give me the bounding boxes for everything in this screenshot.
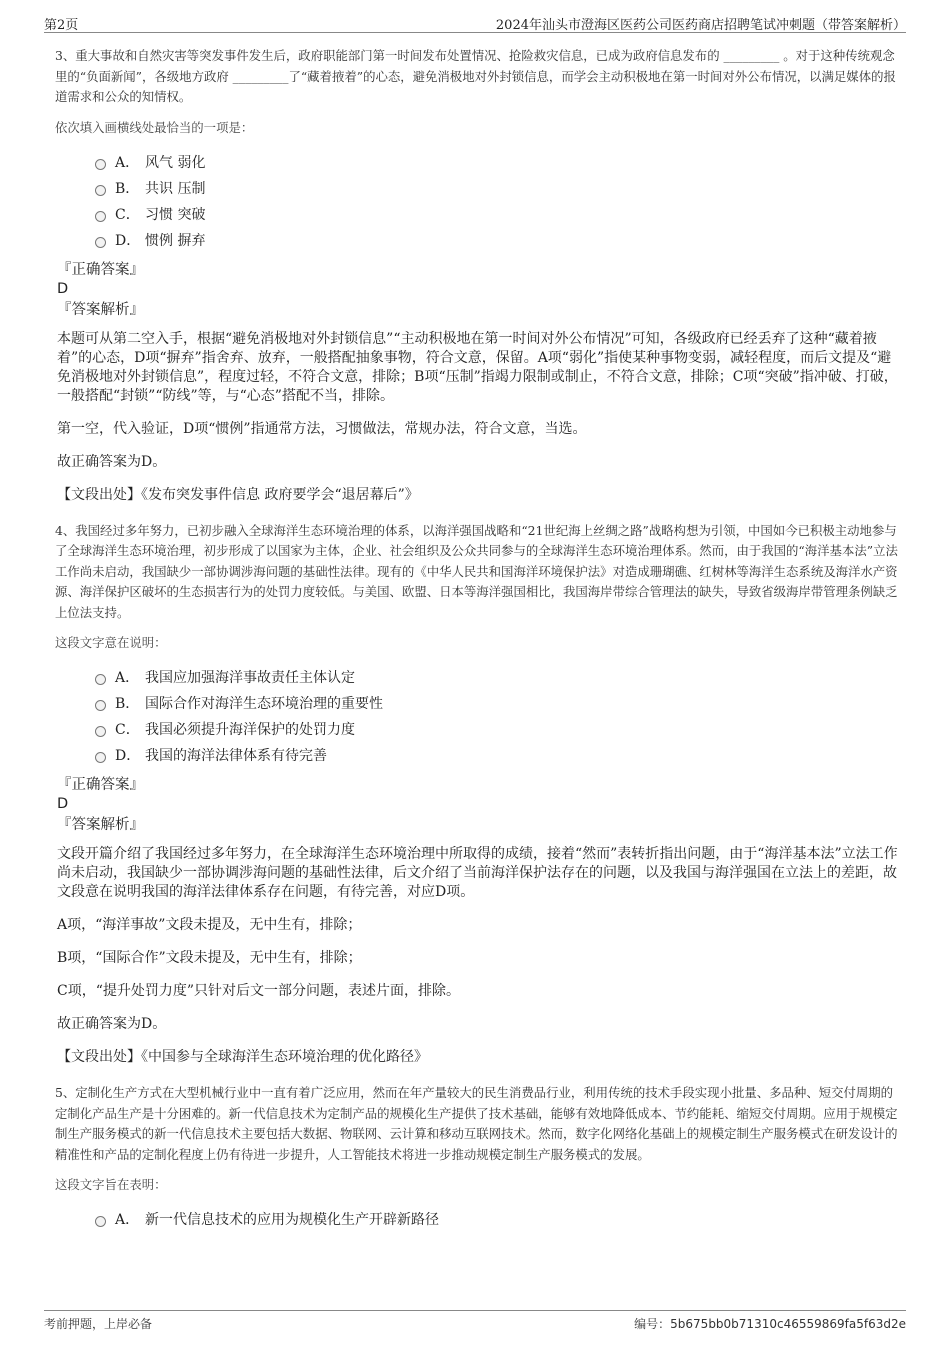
option-b[interactable]	[95, 691, 900, 717]
analysis-paragraph: A项，“海洋事故”文段未提及，无中生有，排除；	[57, 917, 362, 933]
question-stem: 这段文字旨在表明：	[55, 1177, 167, 1192]
option-letter: B．	[115, 180, 140, 197]
option-text: 我国的海洋法律体系有待完善	[145, 748, 327, 764]
option-text: 我国应加强海洋事故责任主体认定	[145, 670, 355, 686]
footer-slogan: 考前押题，上岸必备	[44, 1317, 153, 1331]
source-title: 《发布突发事件信息 政府要学会“退居幕后”》	[141, 486, 419, 503]
radio-icon[interactable]	[95, 726, 106, 737]
page-number: 第2页	[44, 18, 79, 33]
analysis-label: 『答案解析』	[57, 301, 144, 318]
code-label: 编号：	[634, 1317, 671, 1331]
analysis-body	[57, 330, 900, 472]
correct-answer-label: 『正确答案』	[57, 261, 144, 278]
option-text: 我国必须提升海洋保护的处罚力度	[145, 722, 355, 738]
question-5	[55, 1083, 900, 1233]
document-title: 2024年汕头市澄海区医药公司医药商店招聘笔试冲刺题（带答案解析）	[495, 18, 906, 33]
option-letter: A．	[115, 154, 140, 171]
option-text: 风气 弱化	[145, 154, 206, 171]
radio-icon[interactable]	[95, 700, 106, 711]
radio-icon[interactable]	[95, 1216, 106, 1227]
option-text: 惯例 摒弃	[145, 232, 206, 249]
radio-icon[interactable]	[95, 211, 106, 222]
option-letter: A．	[115, 1212, 140, 1228]
radio-icon[interactable]	[95, 237, 106, 248]
option-letter: A．	[115, 670, 140, 686]
option-text: 新一代信息技术的应用为规模化生产开辟新路径	[145, 1212, 439, 1228]
option-c[interactable]	[95, 202, 900, 228]
question-text: 4、我国经过多年努力，已初步融入全球海洋生态环境治理的体系，以海洋强国战略和“21世纪海上丝绸之路”战略构想为引领，中国如今已积极主动地参与了全球海洋生态环境治理，初步形成了以国家为主体，企业、社会组织及公众共同参与的全球海洋生态环境治理体系。然而，由于我国的“海洋基本法”立法工作尚未启动，我国缺少一部协调涉海问题的基础性法律。现有的《中华人民共和国海洋环境保护法》对造成珊瑚礁、红树林等海洋生态系统及海洋水产资源、海洋保护区破坏的生态损害行为的处罚力度较低。与美国、欧盟、日本等海洋强国相比，我国海岸带综合管理法的缺失，导致省级海岸带管理条例缺乏上位法支持。	[55, 522, 898, 620]
code-value: 5b675bb0b71310c46559869fa5f63d2e	[670, 1317, 906, 1331]
question-text: 5、定制化生产方式在大型机械行业中一直有着广泛应用，然而在年产量较大的民生消费品行业，利用传统的技术手段实现小批量、多品种、短交付周期的定制化产品生产是十分困难的。新一代信息技术为定制产品的规模化生产提供了技术基础，能够有效地降低成本、节约能耗、缩短交付周期。应用于规模定制生产服务模式的新一代信息技术主要包括大数据、物联网、云计算和移动互联网技术。然而，数字化网络化基础上的规模定制生产服务模式在研发设计的精准性和产品的定制化程度上仍有待进一步提升，人工智能技术将进一步推动规模定制生产服务模式的发展。	[55, 1085, 898, 1162]
source-title: 《中国参与全球海洋生态环境治理的优化路径》	[141, 1049, 428, 1065]
analysis-paragraph: 故正确答案为D。	[57, 1016, 167, 1032]
analysis-paragraph: 第一空，代入验证，D项“惯例”指通常方法，习惯做法，常规办法，符合文意，当选。	[57, 420, 587, 437]
source-label: 【文段出处】	[57, 1049, 141, 1065]
question-4	[55, 521, 900, 1068]
option-d[interactable]	[95, 743, 900, 769]
options-list	[95, 150, 900, 254]
page-footer	[44, 1310, 906, 1335]
option-d[interactable]	[95, 228, 900, 254]
radio-icon[interactable]	[95, 185, 106, 196]
source-line	[57, 1048, 900, 1067]
question-list	[55, 46, 900, 1239]
option-a[interactable]	[95, 665, 900, 691]
option-letter: C．	[115, 206, 140, 223]
question-stem: 这段文字意在说明：	[55, 635, 167, 650]
analysis-paragraph: C项，“提升处罚力度”只针对后文一部分问题，表述片面，排除。	[57, 983, 461, 999]
option-text: 国际合作对海洋生态环境治理的重要性	[145, 696, 383, 712]
option-letter: D．	[115, 748, 141, 764]
question-text: 3、重大事故和自然灾害等突发事件发生后，政府职能部门第一时间发布处置情况、抢险救灾信息，已成为政府信息发布的 _________ 。对于这种传统观念里的“负面新闻”，各级地方政府 _________了“藏着掖着”的心态，避免消极地对外封锁信息，而学会主动积极地在第一时间对外公布情况，以满足媒体的报道需求和公众的知情权。	[55, 48, 896, 104]
option-b[interactable]	[95, 176, 900, 202]
question-stem: 依次填入画横线处最恰当的一项是：	[55, 119, 254, 135]
analysis-body	[57, 845, 900, 1034]
option-a[interactable]	[95, 1207, 900, 1233]
radio-icon[interactable]	[95, 674, 106, 685]
question-3	[55, 46, 900, 505]
analysis-label: 『答案解析』	[57, 817, 144, 833]
option-text: 共识 压制	[145, 180, 206, 197]
options-list	[95, 1207, 900, 1233]
page-header	[44, 10, 906, 33]
analysis-paragraph: B项，“国际合作”文段未提及，无中生有，排除；	[57, 950, 362, 966]
source-label: 【文段出处】	[57, 486, 141, 503]
option-text: 习惯 突破	[145, 206, 206, 223]
analysis-paragraph: 故正确答案为D。	[57, 453, 167, 470]
option-a[interactable]	[95, 150, 900, 176]
document-code	[634, 1315, 906, 1332]
options-list	[95, 665, 900, 769]
radio-icon[interactable]	[95, 752, 106, 763]
correct-answer-label: 『正确答案』	[57, 777, 144, 793]
option-letter: B．	[115, 696, 140, 712]
option-c[interactable]	[95, 717, 900, 743]
source-line	[57, 486, 900, 505]
radio-icon[interactable]	[95, 159, 106, 170]
option-letter: D．	[115, 232, 141, 249]
correct-answer: D	[57, 280, 69, 297]
analysis-paragraph: 本题可从第二空入手，根据“避免消极地对外封锁信息”“主动积极地在第一时间对外公布情况”可知，各级政府已经丢弃了这种“藏着掖着”的心态，D项“摒弃”指舍弃、放弃，一般搭配抽象事物，符合文意，保留。A项“弱化”指使某种事物变弱，减轻程度，而后文提及“避免消极地对外封锁信息”，程度过轻，不符合文意，排除；B项“压制”指竭力限制或制止，不符合文意，排除；C项“突破”指冲破、打破，一般搭配“封锁”“防线”等，与“心态”搭配不当，排除。	[57, 330, 898, 404]
correct-answer: D	[57, 796, 69, 812]
option-letter: C．	[115, 722, 140, 738]
analysis-paragraph: 文段开篇介绍了我国经过多年努力，在全球海洋生态环境治理中所取得的成绩，接着“然而”表转折指出问题，由于“海洋基本法”立法工作尚未启动，我国缺少一部协调涉海问题的基础性法律，后文介绍了当前海洋保护法存在的问题，以及我国与海洋强国在立法上的差距，故文段意在说明我国的海洋法律体系存在问题，有待完善，对应D项。	[57, 846, 898, 900]
